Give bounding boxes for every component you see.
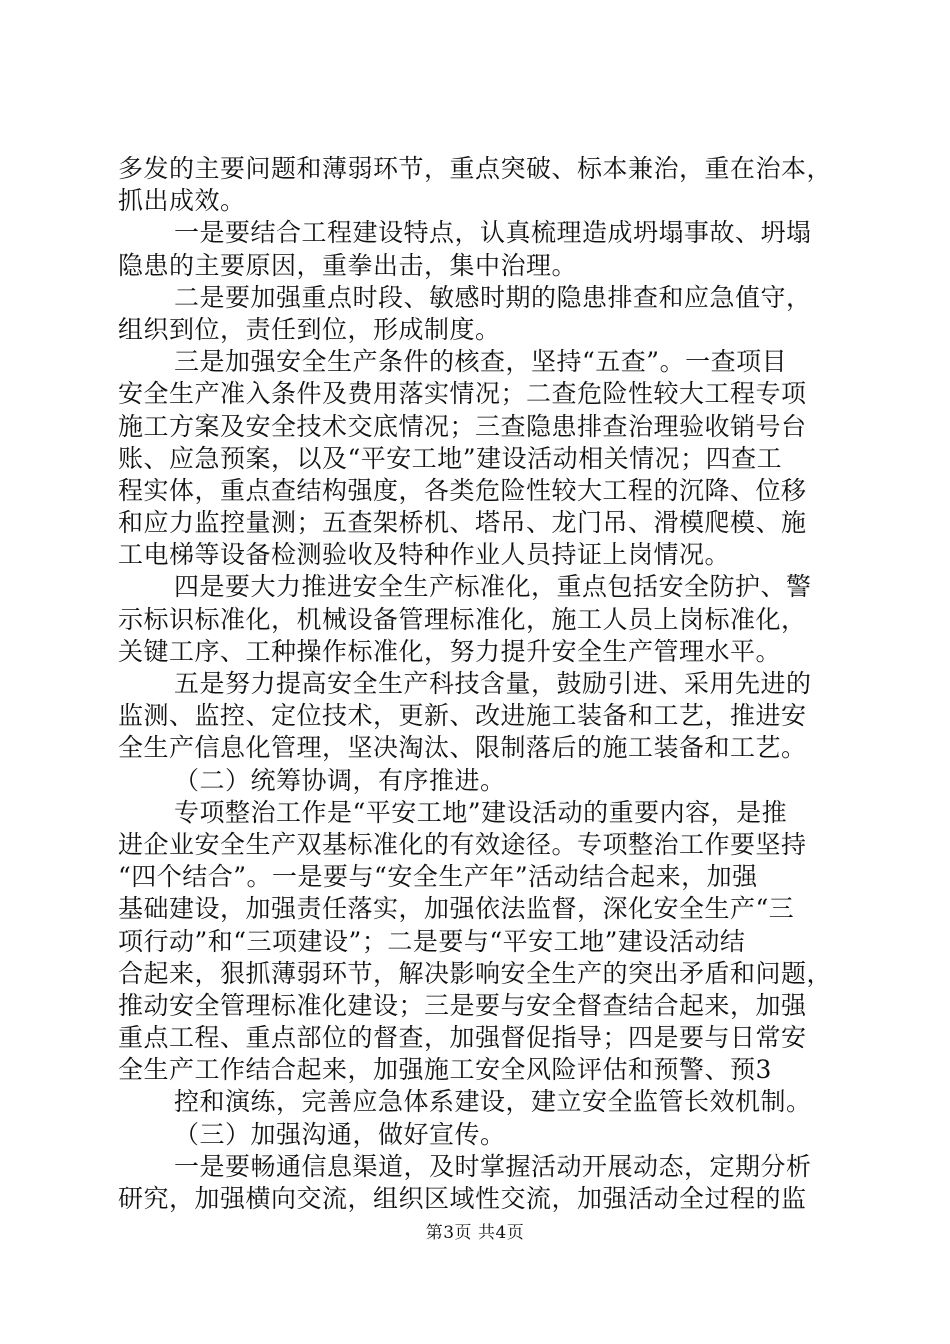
text-line: 工电梯等设备检测验收及特种作业人员持证上岗情况。: [118, 540, 731, 570]
text-line: 三是加强安全生产条件的核查，坚持“五查”。一查项目: [174, 347, 788, 377]
text-line: 五是努力提高安全生产科技含量，鼓励引进、采用先进的: [174, 669, 812, 698]
section-heading: （三）加强沟通，做好宣传。: [174, 1119, 506, 1149]
text-line: 程实体，重点查结构强度，各类危险性较大工程的沉降、位移: [118, 475, 807, 505]
page-footer: [0, 1218, 950, 1243]
text-line: 推动安全管理标准化建设；三是要与安全督查结合起来，加强: [118, 990, 807, 1020]
text-line: “四个结合”。一是要与“安全生产年”活动结合起来，加强: [118, 862, 758, 892]
section-heading: （二）统筹协调，有序推进。: [174, 765, 506, 795]
text-line: 和应力监控量测；五查架桥机、塔吊、龙门吊、滑模爬模、施: [118, 508, 807, 538]
text-line: 账、应急预案，以及“平安工地”建设活动相关情况；四查工: [118, 443, 783, 473]
text-line: 全生产信息化管理，坚决淘汰、限制落后的施工装备和工艺。: [118, 733, 807, 763]
text-line: 全生产工作结合起来，加强施工安全风险评估和预警、预3: [118, 1055, 772, 1085]
text-line: 施工方案及安全技术交底情况；三查隐患排查治理验收销号台: [118, 411, 807, 441]
page-number-label: 第3页 共4页: [425, 1223, 525, 1243]
text-line: 隐患的主要原因，重拳出击，集中治理。: [118, 250, 578, 280]
text-line: 项行动”和“三项建设”；二是要与“平安工地”建设活动结: [118, 926, 746, 956]
text-line: 抓出成效。: [118, 186, 246, 216]
text-line: 监测、监控、定位技术，更新、改进施工装备和工艺，推进安: [118, 701, 807, 731]
text-line: 多发的主要问题和薄弱环节，重点突破、标本兼治，重在治本，: [118, 154, 833, 183]
text-line: 示标识标准化，机械设备管理标准化，施工人员上岗标准化，: [118, 604, 807, 634]
text-line: 四是要大力推进安全生产标准化，重点包括安全防护、警: [174, 572, 812, 602]
document-body: [118, 153, 838, 1215]
text-line: 一是要畅通信息渠道，及时掌握活动开展动态，定期分析: [174, 1151, 812, 1181]
text-line: 二是要加强重点时段、敏感时期的隐患排查和应急值守，: [174, 282, 812, 312]
text-line: 一是要结合工程建设特点，认真梳理造成坍塌事故、坍塌: [174, 218, 812, 248]
text-line: 重点工程、重点部位的督查，加强督促指导；四是要与日常安: [118, 1023, 807, 1053]
text-line: 关键工序、工种操作标准化，努力提升安全生产管理水平。: [118, 636, 782, 666]
text-line: 进企业安全生产双基标准化的有效途径。专项整治工作要坚持: [118, 829, 807, 859]
text-line: 组织到位，责任到位，形成制度。: [118, 314, 501, 344]
text-line: 研究，加强横向交流，组织区域性交流，加强活动全过程的监: [118, 1184, 807, 1213]
text-line: 专项整治工作是“平安工地”建设活动的重要内容，是推: [174, 797, 788, 827]
text-line: 合起来，狠抓薄弱环节，解决影响安全生产的突出矛盾和问题，: [118, 958, 833, 988]
text-line: 基础建设，加强责任落实，加强依法监督，深化安全生产“三: [118, 894, 795, 924]
text-line: 控和演练，完善应急体系建设，建立安全监管长效机制。: [174, 1087, 812, 1117]
text-line: 安全生产准入条件及费用落实情况；二查危险性较大工程专项: [118, 379, 807, 409]
